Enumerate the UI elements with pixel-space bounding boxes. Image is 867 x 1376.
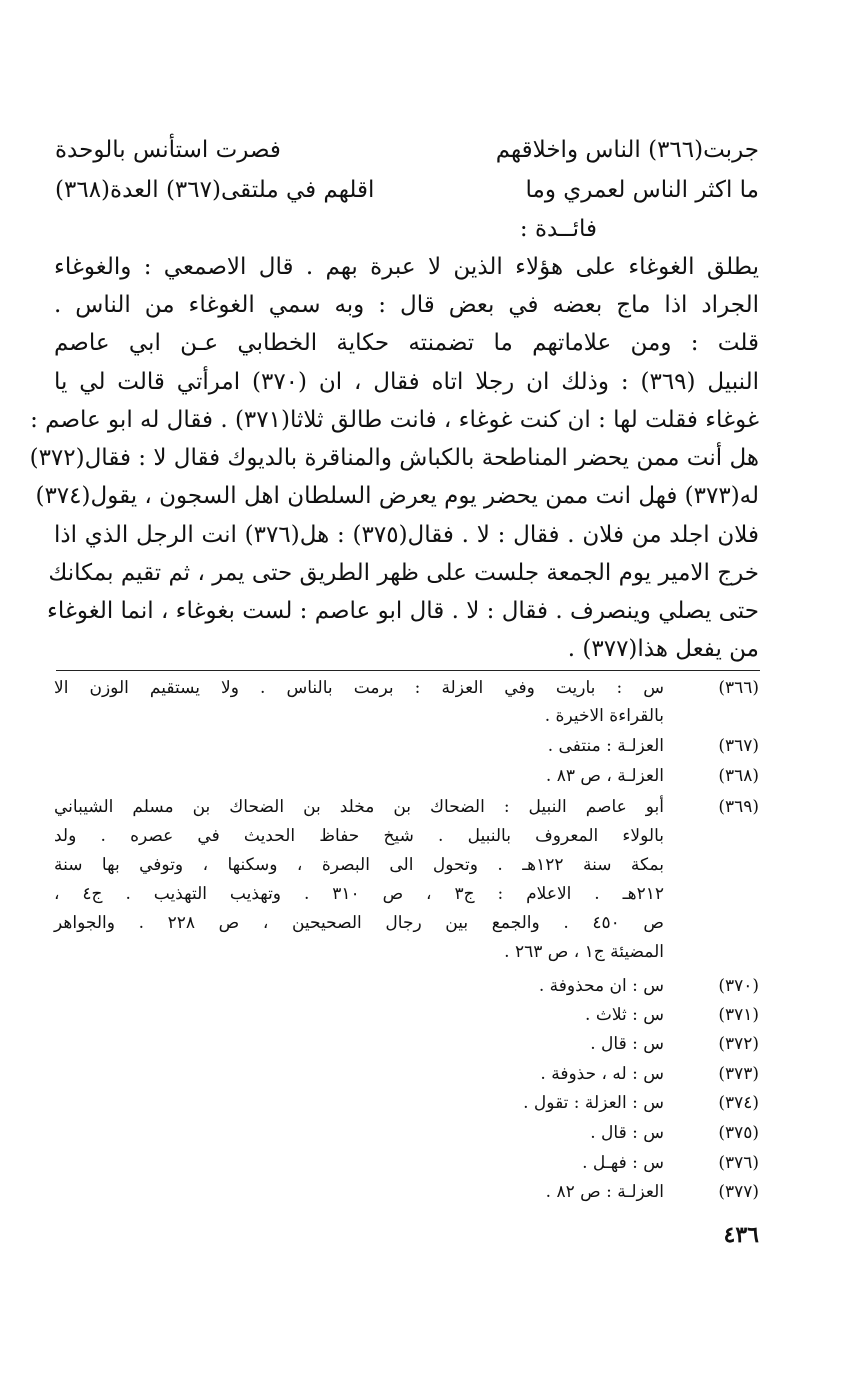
footnote-number: (٣٧٥) — [718, 1123, 759, 1143]
footnote-continuation — [54, 826, 759, 853]
footnote-number: (٣٧١) — [718, 1005, 759, 1025]
footnote-text: س : فهـل . — [582, 1153, 664, 1173]
footnote-text: س : قال . — [590, 1034, 664, 1054]
footnote — [54, 797, 759, 824]
footnote-text: س : قال . — [590, 1123, 664, 1143]
body-line: حتى يصلي وينصرف . فقال : لا . قال ابو عاصم : لست بغوغاء ، انما الغوغاء — [47, 598, 759, 624]
footnote — [54, 1153, 759, 1180]
footnote-text: المضيئة ج١ ، ص ٢٦٣ . — [504, 942, 664, 962]
footnote-text: العزلـة : منتفى . — [547, 736, 664, 756]
verse-line-2-second-hemistich: اقلهم في ملتقى(٣٦٧) العدة(٣٦٨) — [55, 177, 375, 203]
footnote-text: بمكة سنة ١٢٢هـ . وتحول الى البصرة ، وسكنها ، وتوفي بها سنة — [54, 855, 664, 875]
footnote-separator — [56, 670, 760, 671]
body-line: له(٣٧٣) فهل انت ممن يحضر يوم يعرض السلطان اهل السجون ، يقول(٣٧٤) — [35, 483, 759, 509]
verse-line-1-second-hemistich: فصرت استأنس بالوحدة — [55, 137, 281, 163]
body-line: خرج الامير يوم الجمعة جلست على ظهر الطريق حتى يمر ، ثم تقيم بمكانك — [48, 560, 759, 586]
footnote-number: (٣٧٢) — [718, 1034, 759, 1054]
footnote — [54, 1005, 759, 1032]
footnote-text: ص ٤٥٠ . والجمع بين رجال الصحيحين ، ص ٢٢٨ . والجواهر — [54, 913, 664, 933]
body-line: فلان اجلد من فلان . فقال : لا . فقال(٣٧٥) : هل(٣٧٦) انت الرجل الذي اذا — [54, 522, 759, 548]
footnote-continuation — [54, 942, 759, 969]
footnote-continuation — [54, 706, 759, 733]
footnote-number: (٣٦٦) — [718, 678, 759, 698]
footnote-number: (٣٦٧) — [718, 736, 759, 756]
footnote — [54, 1123, 759, 1150]
footnote-number: (٣٧٣) — [718, 1064, 759, 1084]
verse-line-1-first-hemistich: جربت(٣٦٦) الناس واخلاقهم — [495, 137, 759, 163]
footnote-text: أبو عاصم النبيل : الضحاك بن مخلد بن الضحاك بن مسلم الشيباني — [54, 797, 664, 817]
body-line-last: من يفعل هذا(٣٧٧) . — [567, 636, 759, 662]
footnote-number: (٣٧٧) — [718, 1182, 759, 1202]
footnote — [54, 1034, 759, 1061]
body-line: قلت : ومن علاماتهم ما تضمنته حكاية الخطابي عـن ابي عاصم — [54, 330, 759, 356]
footnote — [54, 678, 759, 705]
footnote-text: ٢١٢هـ . الاعلام : ج٣ ، ص ٣١٠ . وتهذيب التهذيب . ج٤ ، — [54, 884, 664, 904]
footnote-text: العزلـة : ص ٨٢ . — [545, 1182, 664, 1202]
footnote-text: س : ثلاث . — [585, 1005, 664, 1025]
footnote-number: (٣٧٦) — [718, 1153, 759, 1173]
footnote — [54, 1064, 759, 1091]
footnote-text: بالقراءة الاخيرة . — [544, 706, 664, 726]
body-line: الجراد اذا ماج بعضه في بعض قال : وبه سمي الغوغاء من الناس . — [54, 292, 759, 318]
body-line: يطلق الغوغاء على هؤلاء الذين لا عبرة بهم . قال الاصمعي : والغوغاء — [54, 254, 759, 280]
footnote-text: س : العزلة : تقول . — [523, 1093, 664, 1113]
body-line: غوغاء فقلت لها : ان كنت غوغاء ، فانت طالق ثلاثا(٣٧١) . فقال له ابو عاصم : — [30, 407, 759, 433]
body-line: هل أنت ممن يحضر المناطحة بالكباش والمناقرة بالديوك فقال لا : فقال(٣٧٢) — [29, 445, 759, 471]
footnote — [54, 766, 759, 793]
footnote-text: س : له ، حذوفة . — [540, 1064, 664, 1084]
body-line: النبيل (٣٦٩) : وذلك ان رجلا اتاه فقال ، ان (٣٧٠) امرأتي قالت لي يا — [54, 369, 760, 395]
footnote-text: بالولاء المعروف بالنبيل . شيخ حفاظ الحديث في عصره . ولد — [54, 826, 664, 846]
footnote-text: س : ان محذوفة . — [538, 976, 664, 996]
footnote-continuation — [54, 884, 759, 911]
footnote — [54, 1182, 759, 1209]
page-number: ٤٣٦ — [723, 1222, 759, 1248]
footnote — [54, 1093, 759, 1120]
footnote-text: العزلـة ، ص ٨٣ . — [545, 766, 664, 786]
footnote-number: (٣٦٨) — [718, 766, 759, 786]
footnote-continuation — [54, 913, 759, 940]
footnote-number: (٣٦٩) — [718, 797, 759, 817]
footnote-number: (٣٧٤) — [718, 1093, 759, 1113]
section-heading: فائــدة : — [519, 216, 597, 242]
footnote-continuation — [54, 855, 759, 882]
verse-line-2-first-hemistich: ما اكثر الناس لعمري وما — [525, 177, 759, 203]
footnote — [54, 736, 759, 763]
footnote-number: (٣٧٠) — [718, 976, 759, 996]
footnote-text: س : باريت وفي العزلة : برمت بالناس . ولا يستقيم الوزن الا — [54, 678, 664, 698]
footnote — [54, 976, 759, 1003]
